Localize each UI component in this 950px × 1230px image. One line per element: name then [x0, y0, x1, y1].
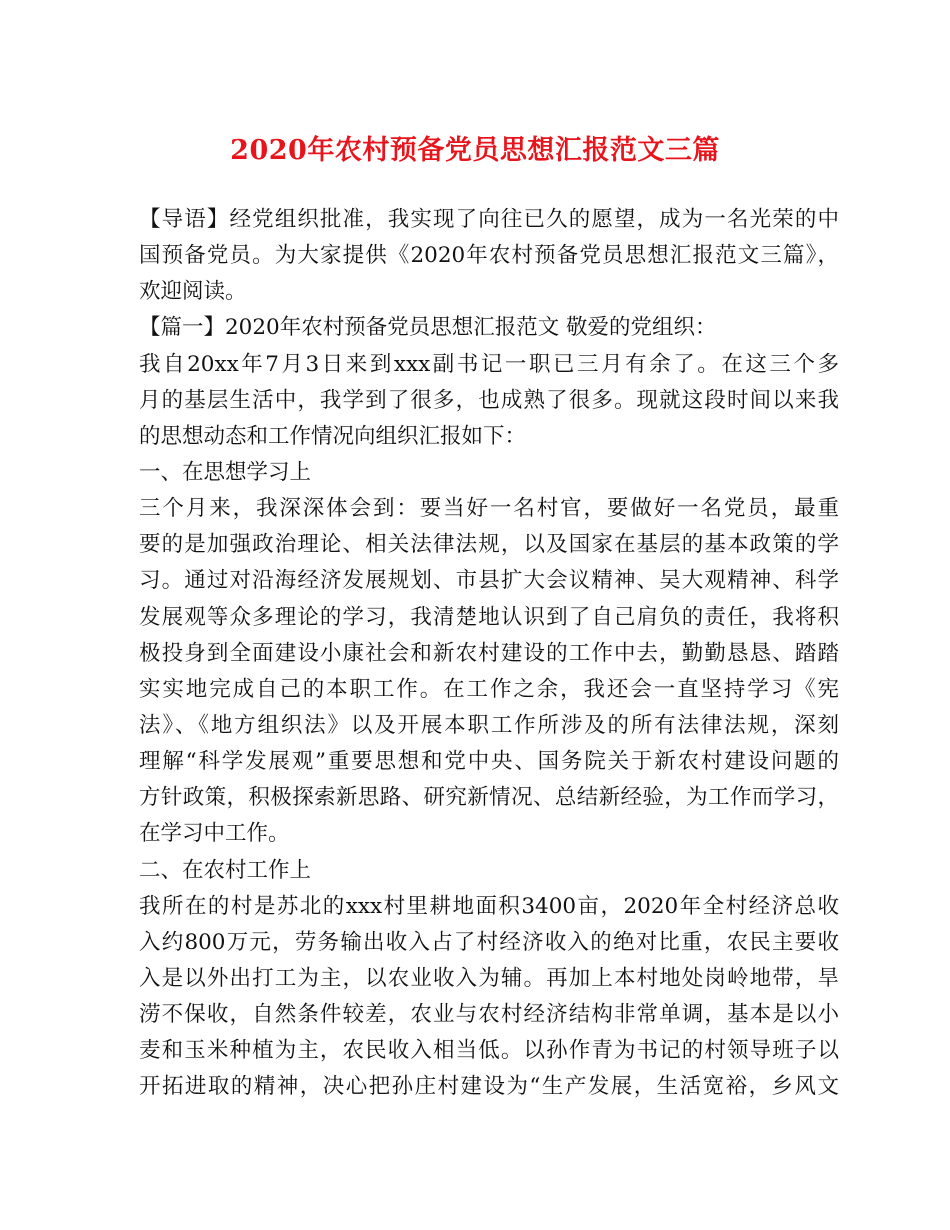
text-line: 习。通过对沿海经济发展规划、市县扩大会议精神、吴大观精神、科学	[139, 568, 839, 594]
text-line: 理解“科学发展观”重要思想和党中央、国务院关于新农村建设问题的	[139, 749, 839, 775]
text-line: 实实地完成自己的本职工作。在工作之余，我还会一直坚持学习《宪	[139, 676, 839, 702]
section-heading: 二、在农村工作上	[139, 857, 312, 883]
text-line: 欢迎阅读。	[139, 279, 247, 305]
text-line: 极投身到全面建设小康社会和新农村建设的工作中去，勤勤恳恳、踏踏	[139, 640, 839, 666]
text-line: 我所在的村是苏北的xxx村里耕地面积3400亩，2020年全村经济总收	[139, 893, 839, 919]
text-line: 要的是加强政治理论、相关法律法规，以及国家在基层的基本政策的学	[139, 532, 839, 558]
text-line: 涝不保收，自然条件较差，农业与农村经济结构非常单调，基本是以小	[139, 1002, 839, 1028]
text-line: 【导语】经党组织批准，我实现了向往已久的愿望，成为一名光荣的中	[139, 207, 839, 232]
text-line: 三个月来，我深深体会到：要当好一名村官，要做好一名党员，最重	[139, 496, 839, 522]
text-line: 【篇一】2020年农村预备党员思想汇报范文 敬爱的党组织：	[139, 315, 717, 341]
text-line: 入是以外出打工为主，以农业收入为辅。再加上本村地处岗岭地带，旱	[139, 965, 839, 991]
text-line: 入约800万元，劳务输出收入占了村经济收入的绝对比重，农民主要收	[139, 929, 839, 955]
document-body	[139, 202, 839, 1106]
text-line: 方针政策，积极探索新思路、研究新情况、总结新经验，为工作而学习，	[139, 785, 839, 811]
section-heading: 一、在思想学习上	[139, 459, 312, 485]
text-line: 的思想动态和工作情况向组织汇报如下：	[139, 423, 527, 449]
text-line: 麦和玉米种植为主，农民收入相当低。以孙作青为书记的村领导班子以	[139, 1038, 839, 1064]
text-line: 在学习中工作。	[139, 821, 290, 847]
document-title: 2020年农村预备党员思想汇报范文三篇	[230, 135, 720, 166]
text-line: 月的基层生活中，我学到了很多，也成熟了很多。现就这段时间以来我	[139, 387, 839, 413]
text-line: 开拓进取的精神，决心把孙庄村建设为“生产发展，生活宽裕，乡风文	[139, 1074, 839, 1100]
text-line: 发展观等众多理论的学习，我清楚地认识到了自己肩负的责任，我将积	[139, 604, 839, 630]
text-line: 国预备党员。为大家提供《2020年农村预备党员思想汇报范文三篇》，	[139, 243, 839, 269]
text-line: 我自20xx年7月3日来到xxx副书记一职已三月有余了。在这三个多	[139, 351, 839, 377]
text-line: 法》、《地方组织法》以及开展本职工作所涉及的所有法律法规，深刻	[139, 712, 839, 738]
